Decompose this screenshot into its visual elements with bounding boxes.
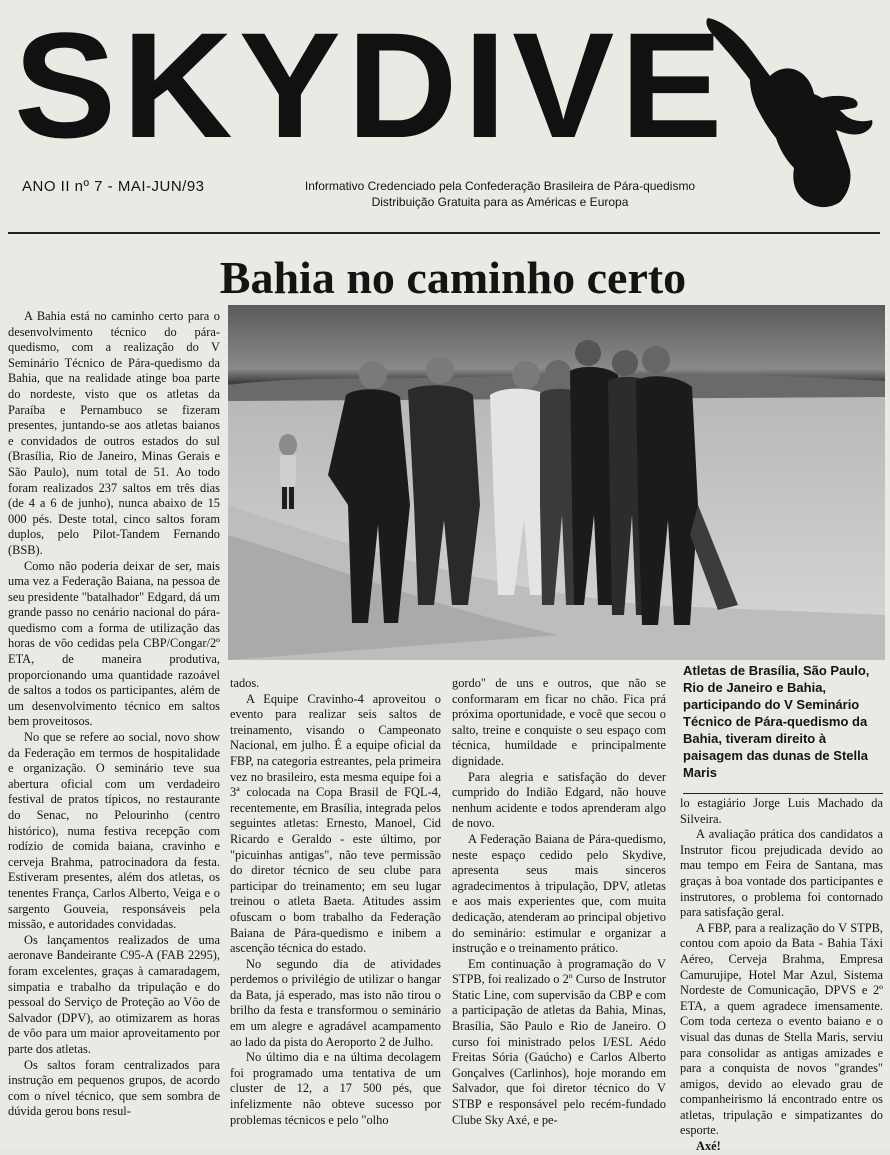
paragraph: Em continuação à programação do V STPB, foi realizado o 2º Curso de Instrutor Static Line, com supervisão da CBP e com a participação de atletas da Bahia, Minas, Brasília, São Paulo e Rio de Janeiro. O curso foi ministrado pelos I/ESL Aédo Freitas Sória (Gaúcho) e Carlos Alberto Gonçalves (Carlinhos), hoje morando em Salvador, que foi diretor técnico do V STBP e responsável pelo recém-fundado Clube Sky Axé, e pe-	[452, 956, 666, 1127]
paragraph: gordo" de uns e outros, que não se conformaram em ficar no chão. Fica prá próxima oportunidade, e você que secou o salto, treine e conquiste o seu espaço com técnica, humildade e principalmente dignidade.	[452, 676, 666, 768]
paragraph: A Bahia está no caminho certo para o desenvolvimento técnico do pára-quedismo, com a realização do V Seminário Técnico de Pára-quedismo da Bahia, que na realidade atinge boa parte do nordeste, visto que os atletas da Paraíba e Pernambuco se fizeram presentes, juntando-se aos atletas baianos e convidados de outros estados do sul (Brasília, Rio de Janeiro, Minas Gerais e São Paulo), num total de 51. Ao todo foram realizados 237 saltos em três dias (de 4 a 6 de junho), nunca abaixo de 15 000 pés. Deste total, cinco saltos foram duplos, pelo Pilot-Tandem Fernando (BSB).	[8, 309, 220, 557]
paragraph: Para alegria e satisfação do dever cumprido do Indião Edgard, não houve nenhum acidente e todos aprenderam algo de novo.	[452, 769, 666, 831]
article-column-2	[230, 676, 441, 1128]
paragraph: tados.	[230, 676, 260, 690]
paragraph: A Equipe Cravinho-4 aproveitou o evento para realizar seis saltos de treinamento, visando o Campeonato Nacional, em julho. É a equipe oficial da FBP, na categoria estreantes, pela primeira vez no brasileiro, esta mesma equipe foi a 3ª colocada na Copa Brasil de FQL-4, recentemente, em Brasília, integrada pelos seguintes atletas: Ernesto, Manoel, Cid Ricardo e Geraldo - este último, por "picuinhas antigas", não teve permissão do diretor técnico de seu clube para participar do treinamento; em seu lugar treinou o atleta Baeta. Atitudes assim ofuscam o bom trabalho da Federação Baiana de Pára-quedismo e inibem a ascenção técnica do estado.	[230, 691, 441, 956]
caption-divider	[683, 793, 883, 794]
article-headline: Bahia no caminho certo	[219, 252, 687, 303]
paragraph: A avaliação prática dos candidatos a Instrutor ficou prejudicada devido ao mau tempo em Feira de Santana, mas graças à boa vontade dos participantes e instrutores, o problema foi contornado para satisfação geral.	[680, 827, 883, 920]
masthead	[8, 1, 729, 173]
paragraph: Os lançamentos realizados de uma aeronave Bandeirante C95-A (FAB 2295), foram excelentes, graças à camaradagem, simpatia e trabalho da tripulação e do pessoal do Serviço de Proteção ao Vôo de Salvador (DPV), ao otimizarem as horas de vôo para um maior aproveitamento por parte dos atletas.	[8, 932, 220, 1056]
paragraph: No segundo dia de atividades perdemos o privilégio de utilizar o hangar da Bata, já esperado, mas isto não tirou o brilho da festa e transformou o seminário em um alegre e agradável acampamento ao lado da pista do Aeroporto 2 de Julho.	[230, 956, 441, 1049]
article-column-1	[8, 309, 220, 1120]
photo-caption: Atletas de Brasília, São Paulo, Rio de Janeiro e Bahia, participando do V Seminário Técnico de Pára-quedismo da Bahia, tiveram direito à paisagem das dunas de Stella Maris	[683, 663, 870, 780]
masthead-title: SKYDIVE	[14, 1, 729, 169]
tagline-line1: Informativo Credenciado pela Confederação Brasileira de Pára-quedismo	[304, 179, 696, 193]
paragraph: No último dia e na última decolagem foi programado uma tentativa de um cluster de 12, a 17 500 pés, que infelizmente não obteve sucesso por problemas técnicos e pelo "olho	[230, 1050, 441, 1127]
paragraph: lo estagiário Jorge Luis Machado da Silveira.	[680, 796, 883, 826]
paragraph: A Federação Baiana de Pára-quedismo, neste espaço cedido pelo Skydive, apresenta seus mais sinceros agradecimentos à tripulação, DPV, atletas e aos mais experientes que, com muita dedicação, atenderam ao principal objetivo do seminário: estimular e organizar a instrução e o treinamento prático.	[452, 831, 666, 956]
article-column-4	[680, 796, 883, 1155]
signoff: Axé!	[696, 1139, 721, 1154]
tagline	[265, 178, 735, 210]
tagline-line2: Distribuição Gratuita para as Américas e Europa	[371, 195, 629, 209]
paragraph: A FBP, para a realização do V STPB, contou com apoio da Bata - Bahia Táxi Aéreo, Cerveja Brahma, Empresa Camurujipe, Hotel Mar Azul, Sistema Nordeste de Comunicação, DPVS e 2º ETA, a quem agradece imensamente. Com toda certeza o evento baiano e o visual das dunas de Stella Maris, serviu para consolidar as antigas amizades e para a conquista de novos "grandes" amigos, devido ao elevado grau de companheirismo lá encontrado entre os atletas, tripulação e simpatizantes do esporte.	[680, 920, 883, 1138]
article-column-3	[452, 676, 666, 1128]
issue-info: ANO II nº 7 - MAI-JUN/93	[22, 178, 205, 195]
masthead-divider	[8, 232, 880, 234]
paragraph: Os saltos foram centralizados para instrução em pequenos grupos, de acordo com o nível técnico, que sem sombra de dúvida gerou bons resul-	[8, 1057, 220, 1119]
paragraph: No que se refere ao social, novo show da Federação em termos de hospitalidade e organização. O seminário teve sua abertura oficial com um verdadeiro festival de pratos típicos, no restaurante do Senac, no Pelourinho (centro histórico), numa festiva recepção com rodízio de comida baiana, cravinho e cerveja Brahma, patrocinadora da festa. Estiveram presentes, além dos atletas, os tenentes França, Carlos Alberto, Veiga e o sargento Gouveia, responsáveis pela missão, e autoridades convidadas.	[8, 730, 220, 932]
group-photo	[228, 305, 885, 660]
paragraph: Como não poderia deixar de ser, mais uma vez a Federação Baiana, na pessoa de seu presidente "batalhador" Edgard, dá um grande passo no cenário nacional do pára-quedismo com a forma de utilização das horas de vôo cedidas pela CBP/Congar/2º ETA, de maneira produtiva, proporcionando uma quantidade razoável de saltos a todos os participantes, além de um desenvolvimento técnico em saltos bem proveitosos.	[8, 558, 220, 729]
